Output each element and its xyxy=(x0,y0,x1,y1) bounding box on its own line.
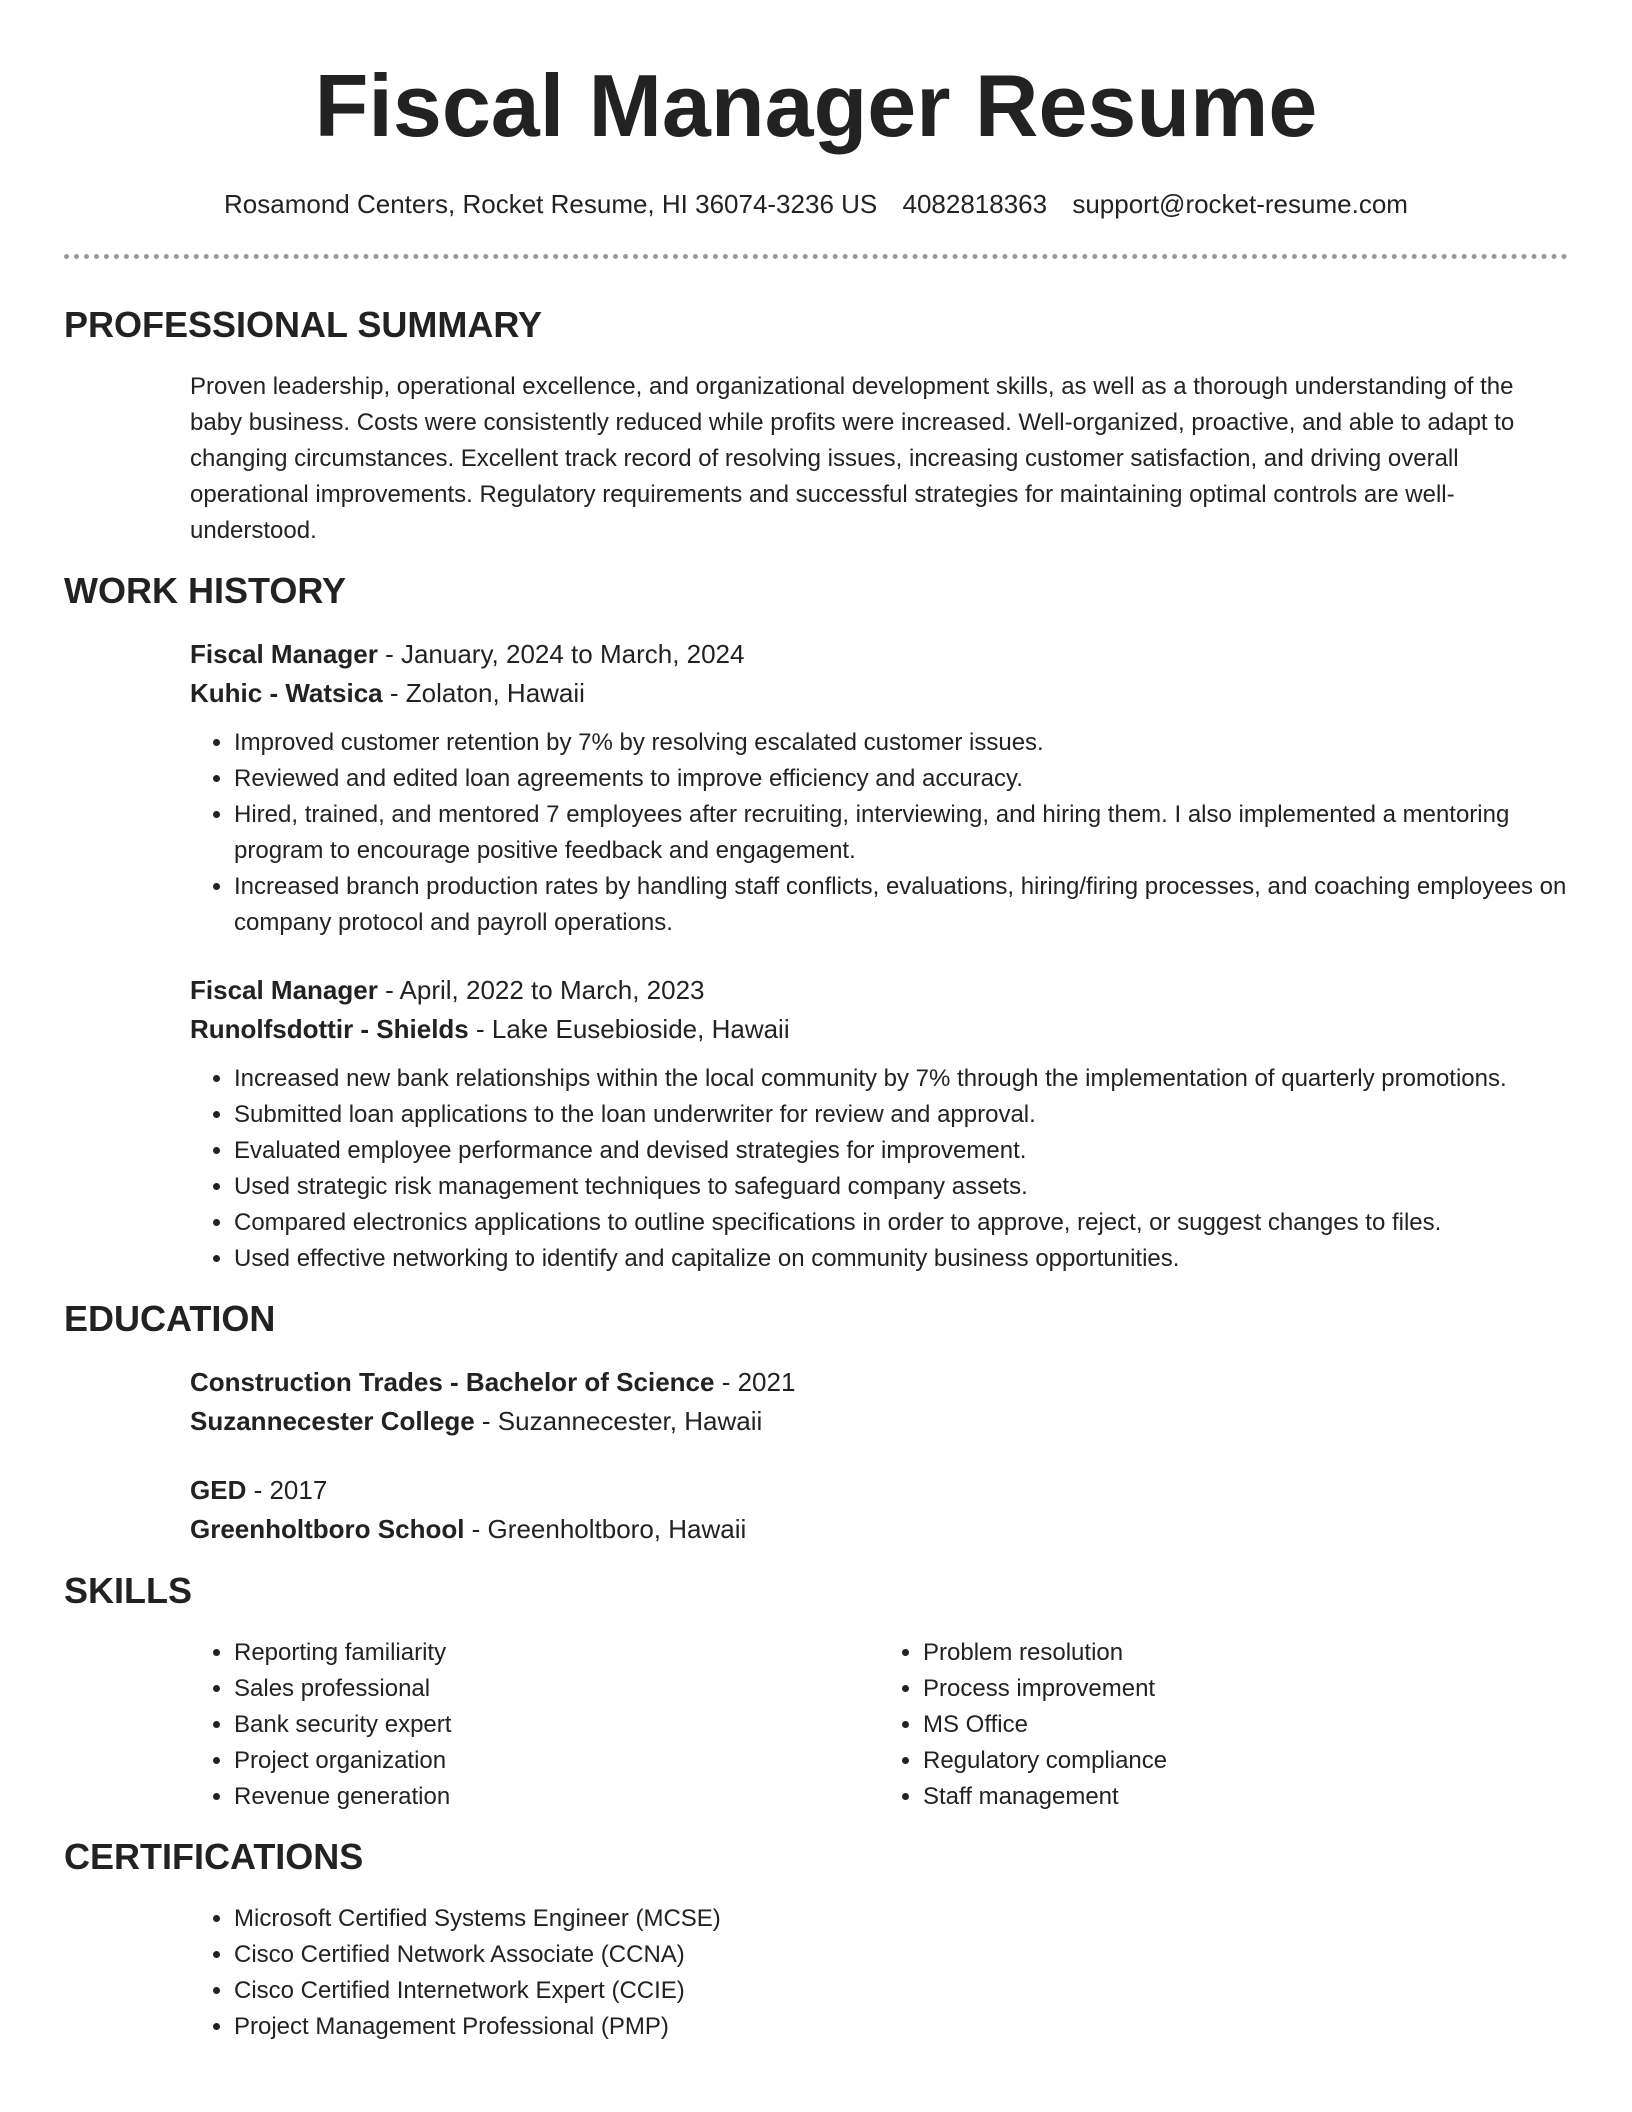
skill-item: • Revenue generation xyxy=(234,1779,879,1815)
job-bullet: • Increased branch production rates by handling staff conflicts, evaluations, hiring/firing processes, and coaching employees on company protocol and payroll operations. xyxy=(234,869,1568,941)
job-dates: - January, 2024 to March, 2024 xyxy=(377,639,745,669)
education-entry xyxy=(190,1471,1568,1549)
certifications-list xyxy=(190,1901,1568,2045)
skill-item: • Process improvement xyxy=(923,1671,1568,1707)
job-bullets xyxy=(190,1061,1568,1277)
contact-email: support@rocket-resume.com xyxy=(1072,189,1408,219)
skill-item: • Reporting familiarity xyxy=(234,1635,879,1671)
education-section xyxy=(64,1297,1568,1549)
resume-title: Fiscal Manager Resume xyxy=(314,56,1318,155)
work-body xyxy=(190,635,1568,1277)
certification-item: • Cisco Certified Network Associate (CCNA) xyxy=(234,1937,1568,1973)
skill-item: • Regulatory compliance xyxy=(923,1743,1568,1779)
summary-section xyxy=(64,303,1568,549)
skills-section xyxy=(64,1569,1568,1815)
job-bullet: • Increased new bank relationships within the local community by 7% through the implementation of quarterly promotions. xyxy=(234,1061,1568,1097)
education-degree-line xyxy=(190,1363,1568,1402)
job-bullet: • Used effective networking to identify and capitalize on community business opportunities. xyxy=(234,1241,1568,1277)
contact-address: Rosamond Centers, Rocket Resume, HI 36074-3236 US xyxy=(224,189,878,219)
certification-item: • Cisco Certified Internetwork Expert (CCIE) xyxy=(234,1973,1568,2009)
job-bullet: • Reviewed and edited loan agreements to improve efficiency and accuracy. xyxy=(234,761,1568,797)
education-school: Greenholtboro School xyxy=(190,1514,465,1544)
job-bullets xyxy=(190,725,1568,941)
skill-item: • Sales professional xyxy=(234,1671,879,1707)
job-bullet: • Used strategic risk management techniques to safeguard company assets. xyxy=(234,1169,1568,1205)
skill-item: • Staff management xyxy=(923,1779,1568,1815)
job-location: - Zolaton, Hawaii xyxy=(382,678,585,708)
summary-text: Proven leadership, operational excellence, and organizational development skills, as well as a thorough understanding of the baby business. Costs were consistently reduced while profits were increased. Well-organized, proactive, and able to adapt to changing circumstances. Excellent track record of resolving issues, increasing customer satisfaction, and driving overall operational improvements. Regulatory requirements and successful strategies for maintaining optimal controls are well-understood. xyxy=(190,373,1515,544)
job-company: Kuhic - Watsica xyxy=(190,678,383,708)
education-school-line xyxy=(190,1402,1568,1441)
education-degree: Construction Trades - Bachelor of Science xyxy=(190,1367,715,1397)
education-location: - Greenholtboro, Hawaii xyxy=(464,1514,747,1544)
education-degree-line xyxy=(190,1471,1568,1510)
job-location: - Lake Eusebioside, Hawaii xyxy=(468,1014,790,1044)
certification-item: • Microsoft Certified Systems Engineer (MCSE) xyxy=(234,1901,1568,1937)
skills-list-right xyxy=(879,1635,1568,1815)
education-school: Suzannecester College xyxy=(190,1406,475,1436)
education-heading: EDUCATION xyxy=(64,1298,276,1339)
skill-item: • MS Office xyxy=(923,1707,1568,1743)
certifications-body xyxy=(190,1901,1568,2045)
job-bullet: • Submitted loan applications to the loan underwriter for review and approval. xyxy=(234,1097,1568,1133)
skill-item: • Project organization xyxy=(234,1743,879,1779)
certifications-section xyxy=(64,1835,1568,2045)
skill-item: • Bank security expert xyxy=(234,1707,879,1743)
skills-body xyxy=(190,1635,1568,1815)
certification-item: • Project Management Professional (PMP) xyxy=(234,2009,1568,2045)
summary-heading: PROFESSIONAL SUMMARY xyxy=(64,304,543,345)
job-title-line xyxy=(190,635,1568,674)
job-title-line xyxy=(190,971,1568,1010)
contact-line xyxy=(64,188,1568,220)
job-bullet: • Improved customer retention by 7% by resolving escalated customer issues. xyxy=(234,725,1568,761)
job-bullet: • Compared electronics applications to outline specifications in order to approve, reject, or suggest changes to files. xyxy=(234,1205,1568,1241)
job-company: Runolfsdottir - Shields xyxy=(190,1014,469,1044)
skills-heading: SKILLS xyxy=(64,1570,193,1611)
education-location: - Suzannecester, Hawaii xyxy=(474,1406,763,1436)
job-entry xyxy=(190,635,1568,941)
job-dates: - April, 2022 to March, 2023 xyxy=(377,975,705,1005)
education-body xyxy=(190,1363,1568,1549)
job-company-line xyxy=(190,674,1568,713)
work-heading: WORK HISTORY xyxy=(64,570,347,611)
certifications-heading: CERTIFICATIONS xyxy=(64,1836,364,1877)
contact-phone: 4082818363 xyxy=(902,189,1048,219)
education-entry xyxy=(190,1363,1568,1441)
job-bullet: • Hired, trained, and mentored 7 employees after recruiting, interviewing, and hiring them. I also implemented a mentoring program to encourage positive feedback and engagement. xyxy=(234,797,1568,869)
job-role: Fiscal Manager xyxy=(190,975,378,1005)
skills-list-left xyxy=(190,1635,879,1815)
header-divider xyxy=(64,254,1568,259)
job-bullet: • Evaluated employee performance and devised strategies for improvement. xyxy=(234,1133,1568,1169)
education-year: - 2017 xyxy=(246,1475,328,1505)
skill-item: • Problem resolution xyxy=(923,1635,1568,1671)
work-section xyxy=(64,569,1568,1277)
education-degree: GED xyxy=(190,1475,247,1505)
education-school-line xyxy=(190,1510,1568,1549)
job-entry xyxy=(190,971,1568,1277)
summary-body xyxy=(190,369,1568,549)
education-year: - 2021 xyxy=(714,1367,796,1397)
job-role: Fiscal Manager xyxy=(190,639,378,669)
job-company-line xyxy=(190,1010,1568,1049)
